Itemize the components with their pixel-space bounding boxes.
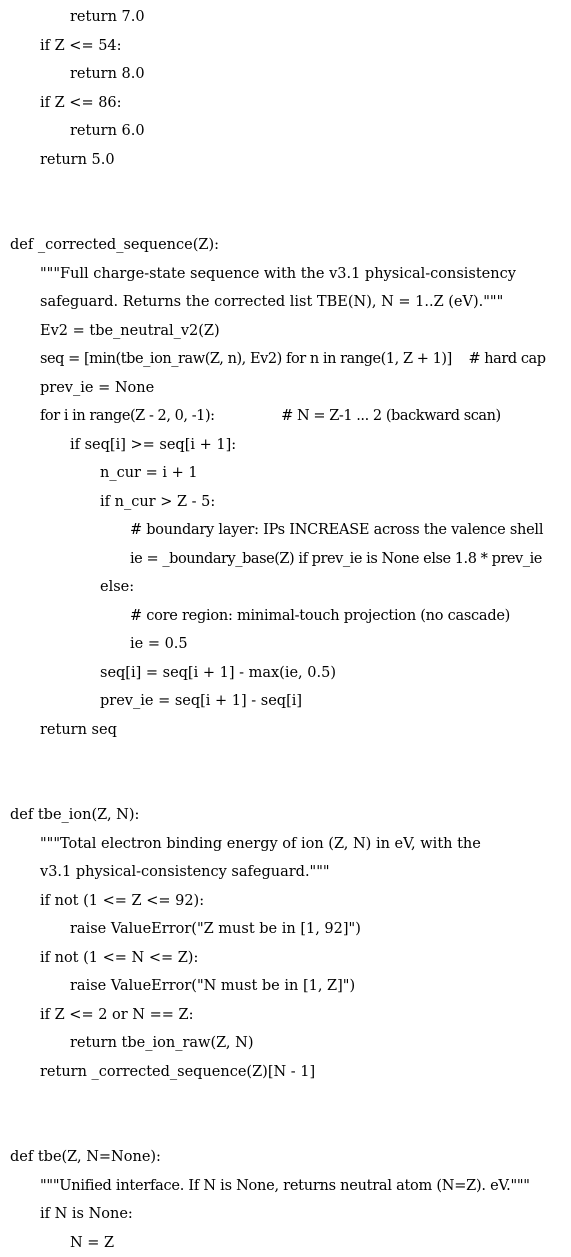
code-line: raise ValueError("N must be in [1, Z]"): [0, 972, 571, 1001]
code-line: seq[i] = seq[i + 1] - max(ie, 0.5): [0, 659, 571, 688]
docstring-line: """Unified interface. If N is None, returns neutral atom (N=Z). eV.""": [0, 1172, 571, 1201]
code-line: N = Z: [0, 1229, 571, 1257]
function-definition: def tbe_ion(Z, N):: [0, 801, 571, 830]
code-line: prev_ie = seq[i + 1] - seq[i]: [0, 687, 571, 716]
comment-line: # boundary layer: IPs INCREASE across the valence shell: [0, 516, 571, 545]
code-line: return 5.0: [0, 146, 571, 175]
blank-line: [0, 744, 571, 773]
blank-line: [0, 1115, 571, 1144]
comment-line: # core region: minimal-touch projection (no cascade): [0, 602, 571, 631]
docstring-line: safeguard. Returns the corrected list TBE(N), N = 1..Z (eV).""": [0, 288, 571, 317]
code-line: if seq[i] >= seq[i + 1]:: [0, 431, 571, 460]
code-line: ie = 0.5: [0, 630, 571, 659]
code-line: if Z <= 54:: [0, 32, 571, 61]
code-line: seq = [min(tbe_ion_raw(Z, n), Ev2) for n in range(1, Z + 1)] # hard cap: [0, 345, 571, 374]
code-line: return tbe_ion_raw(Z, N): [0, 1029, 571, 1058]
code-line: if N is None:: [0, 1200, 571, 1229]
code-line: if not (1 <= N <= Z):: [0, 944, 571, 973]
code-line: return seq: [0, 716, 571, 745]
docstring-line: v3.1 physical-consistency safeguard.""": [0, 858, 571, 887]
code-line: if Z <= 2 or N == Z:: [0, 1001, 571, 1030]
code-line: if Z <= 86:: [0, 89, 571, 118]
docstring-line: """Full charge-state sequence with the v3.1 physical-consistency: [0, 260, 571, 289]
code-line: if n_cur > Z - 5:: [0, 488, 571, 517]
code-line: for i in range(Z - 2, 0, -1): # N = Z-1 ... 2 (backward scan): [0, 402, 571, 431]
code-line: return _corrected_sequence(Z)[N - 1]: [0, 1058, 571, 1087]
blank-line: [0, 174, 571, 203]
function-definition: def tbe(Z, N=None):: [0, 1143, 571, 1172]
blank-line: [0, 1086, 571, 1115]
code-line: Ev2 = tbe_neutral_v2(Z): [0, 317, 571, 346]
code-line: else:: [0, 573, 571, 602]
code-line: if not (1 <= Z <= 92):: [0, 887, 571, 916]
blank-line: [0, 773, 571, 802]
code-line: n_cur = i + 1: [0, 459, 571, 488]
docstring-line: """Total electron binding energy of ion (Z, N) in eV, with the: [0, 830, 571, 859]
code-line: return 8.0: [0, 60, 571, 89]
code-line: prev_ie = None: [0, 374, 571, 403]
code-line: ie = _boundary_base(Z) if prev_ie is None else 1.8 * prev_ie: [0, 545, 571, 574]
code-line: return 6.0: [0, 117, 571, 146]
code-line: return 7.0: [0, 3, 571, 32]
code-line: raise ValueError("Z must be in [1, 92]"): [0, 915, 571, 944]
function-definition: def _corrected_sequence(Z):: [0, 231, 571, 260]
blank-line: [0, 203, 571, 232]
